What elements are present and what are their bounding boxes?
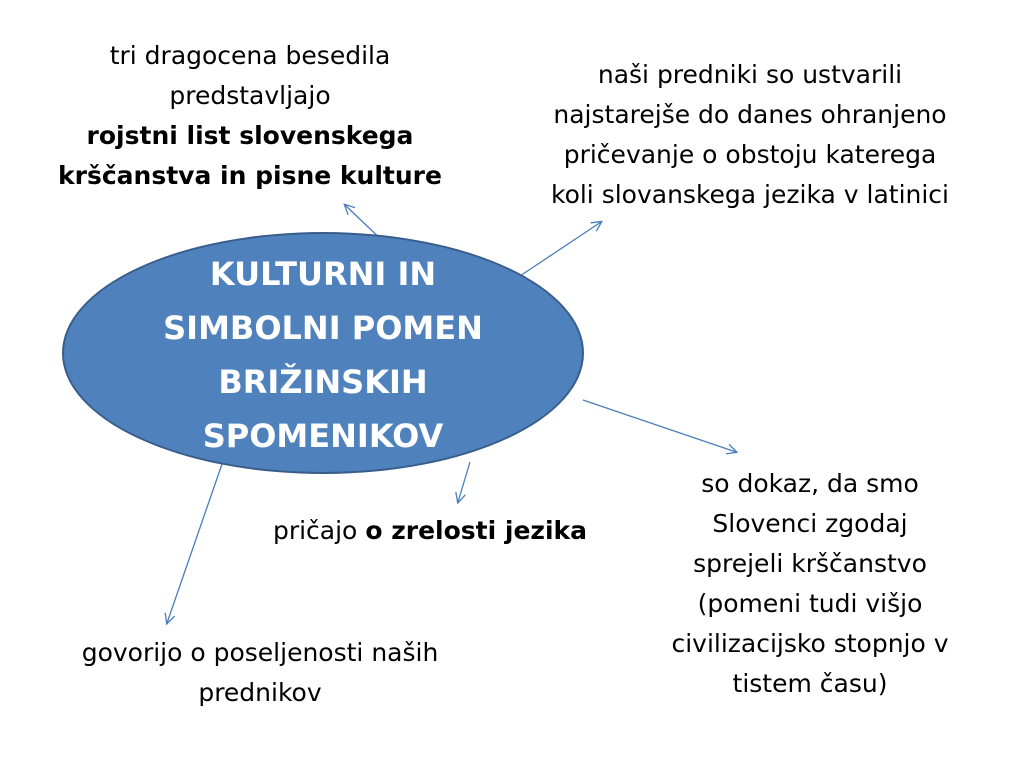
arrow-bottom-right (583, 400, 736, 452)
node-line: tri dragocena besedila (109, 41, 391, 70)
node-line: sprejeli krščanstvo (693, 549, 927, 578)
node-text-plain: pričajo (272, 516, 366, 545)
center-concept-title (143, 243, 503, 463)
center-title-line: SIMBOLNI POMEN (163, 309, 483, 347)
node-text-bold: o zrelosti jezika (365, 516, 588, 545)
center-concept-ellipse (62, 232, 584, 474)
node-line: so dokaz, da smo (701, 469, 919, 498)
arrow-bottom-left (167, 464, 222, 623)
node-line: pričevanje o obstoju katerega (563, 140, 937, 169)
arrow-top-right (520, 222, 601, 276)
center-title-line: SPOMENIKOV (202, 417, 444, 455)
node-line: govorijo o poseljenosti naših (81, 638, 439, 667)
node-line: tistem času) (732, 669, 888, 698)
node-top-right (520, 55, 980, 215)
node-line-bold: krščanstva in pisne kulture (58, 161, 442, 190)
node-line: (pomeni tudi višjo (697, 589, 923, 618)
node-line: Slovenci zgodaj (712, 509, 908, 538)
node-line: prednikov (198, 678, 322, 707)
center-title-line: KULTURNI IN (209, 255, 437, 293)
node-line: koli slovanskega jezika v latinici (550, 180, 949, 209)
node-line: civilizacijsko stopnjo v (671, 629, 949, 658)
node-bottom-center (260, 511, 600, 551)
node-bottom-right (640, 464, 980, 704)
center-title-line: BRIŽINSKIH (218, 363, 428, 401)
node-top-left (50, 36, 450, 196)
node-line: predstavljajo (169, 81, 331, 110)
node-line: naši predniki so ustvarili (597, 60, 903, 89)
node-line: najstarejše do danes ohranjeno (553, 100, 947, 129)
node-bottom-left (40, 633, 480, 713)
node-line-bold: rojstni list slovenskega (86, 121, 414, 150)
arrow-bottom-center (458, 462, 470, 502)
